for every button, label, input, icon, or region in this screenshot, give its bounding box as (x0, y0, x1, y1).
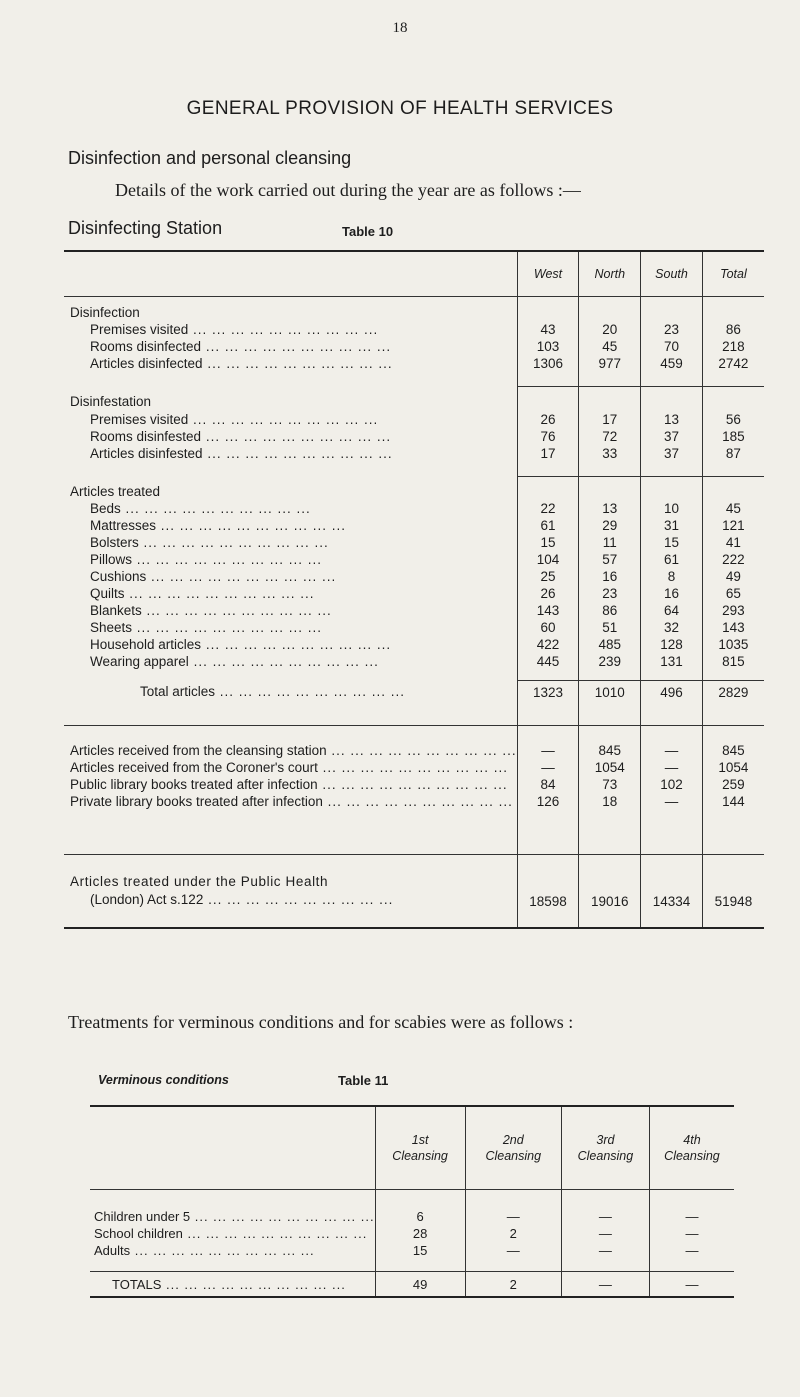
table10-row (64, 338, 764, 355)
table10-label: Disinfecting Station (68, 218, 223, 238)
row-value: 102 (641, 776, 703, 793)
table10-group-title-row (64, 297, 764, 322)
row-value: 1306 (517, 355, 579, 372)
row-value: 18 (579, 793, 641, 810)
row-value: 26 (517, 411, 579, 428)
table-spacer-row (64, 462, 764, 477)
row-value: — (641, 759, 703, 776)
row-label: Premises visited ... . (64, 321, 517, 338)
spacer-cell (375, 1259, 465, 1272)
table10-row (64, 585, 764, 602)
section-title: Disinfection and personal cleansing (68, 148, 352, 168)
spacer-cell (579, 703, 641, 726)
spacer-cell (579, 855, 641, 872)
spacer-cell (702, 810, 764, 855)
spacer-cell (702, 703, 764, 726)
row-value: — (561, 1242, 649, 1259)
row-label: Beds ... . (64, 500, 517, 517)
row-value: 31 (641, 517, 703, 534)
table10-row (64, 653, 764, 670)
spacer-cell (702, 462, 764, 477)
spacer-cell (64, 726, 517, 743)
act-row-value: 18598 (517, 871, 579, 911)
row-value: 126 (517, 793, 579, 810)
spacer-cell (64, 372, 517, 387)
row-value: 61 (517, 517, 579, 534)
row-value: 143 (517, 602, 579, 619)
row-value: 61 (641, 551, 703, 568)
table11-row (90, 1208, 734, 1225)
row-label: School children ... . (90, 1225, 375, 1242)
row-value: 121 (702, 517, 764, 534)
act-label-line2: (London) Act s.122 ... . (70, 891, 517, 909)
table11-label: Verminous conditions (98, 1073, 229, 1087)
spacer-cell (579, 462, 641, 477)
row-value: 845 (579, 742, 641, 759)
table10-row (64, 355, 764, 372)
page-number: 18 (392, 20, 408, 36)
spacer-cell (641, 670, 703, 681)
row-value: 73 (579, 776, 641, 793)
row-value: 185 (702, 428, 764, 445)
row-label: Articles received from the Coroner's court ... . (64, 759, 517, 776)
spacer-cell (375, 1190, 465, 1209)
row-value: 45 (579, 338, 641, 355)
row-value: 13 (579, 500, 641, 517)
row-label: Rooms disinfested ... . (64, 428, 517, 445)
row-value: — (641, 793, 703, 810)
group-title-blank (702, 476, 764, 500)
row-value: 15 (517, 534, 579, 551)
row-label: Quilts ... . (64, 585, 517, 602)
spacer-cell (649, 1190, 734, 1209)
table10-col-header: South (641, 251, 703, 297)
row-value: 422 (517, 636, 579, 653)
spacer-cell (465, 1190, 561, 1209)
row-label: Adults ... . (90, 1242, 375, 1259)
table11-col-header: 2nd Cleansing (465, 1106, 561, 1190)
row-value: 22 (517, 500, 579, 517)
table10-row (64, 759, 764, 776)
spacer-cell (579, 726, 641, 743)
spacer-cell (64, 911, 517, 928)
row-label: Rooms disinfected ... . (64, 338, 517, 355)
row-value: 25 (517, 568, 579, 585)
row-value: 60 (517, 619, 579, 636)
table10-row (64, 636, 764, 653)
row-value: 64 (641, 602, 703, 619)
group-title-blank (641, 297, 703, 322)
row-value: 128 (641, 636, 703, 653)
row-value: 87 (702, 445, 764, 462)
row-value: 37 (641, 445, 703, 462)
table-spacer-row (64, 855, 764, 872)
row-label: Total articles ... . (64, 681, 517, 704)
spacer-cell (579, 810, 641, 855)
row-value: 76 (517, 428, 579, 445)
row-value: 17 (579, 411, 641, 428)
row-value: — (465, 1242, 561, 1259)
row-value: 222 (702, 551, 764, 568)
row-value: 8 (641, 568, 703, 585)
row-value: 11 (579, 534, 641, 551)
spacer-cell (517, 911, 579, 928)
group-title-blank (517, 387, 579, 411)
act-row-value: 14334 (641, 871, 703, 911)
row-value: 496 (641, 681, 703, 704)
table10-col-header: Total (702, 251, 764, 297)
table10-row (64, 602, 764, 619)
row-value: — (561, 1225, 649, 1242)
spacer-cell (517, 810, 579, 855)
table10-group-title-row (64, 387, 764, 411)
row-value: 6 (375, 1208, 465, 1225)
row-value: 2742 (702, 355, 764, 372)
group-title-blank (702, 297, 764, 322)
spacer-cell (641, 810, 703, 855)
table-spacer-row (64, 703, 764, 726)
row-label: Blankets ... . (64, 602, 517, 619)
group-title-blank (517, 476, 579, 500)
table10-row (64, 776, 764, 793)
row-label: Children under 5 ... . (90, 1208, 375, 1225)
table11 (90, 1105, 734, 1298)
row-value: 84 (517, 776, 579, 793)
table11-col-header: 4th Cleansing (649, 1106, 734, 1190)
row-value: — (517, 759, 579, 776)
table10-row (64, 681, 764, 704)
spacer-cell (702, 855, 764, 872)
row-value: 815 (702, 653, 764, 670)
table10-row (64, 551, 764, 568)
row-value: 2 (465, 1225, 561, 1242)
spacer-cell (702, 372, 764, 387)
spacer-cell (641, 911, 703, 928)
row-value: 37 (641, 428, 703, 445)
table-spacer-row (90, 1190, 734, 1209)
spacer-cell (64, 855, 517, 872)
totals-value: — (649, 1272, 734, 1298)
table11-col-header: 3rd Cleansing (561, 1106, 649, 1190)
spacer-cell (641, 462, 703, 477)
totals-label: TOTALS ... . (90, 1272, 375, 1298)
row-value: 72 (579, 428, 641, 445)
spacer-cell (90, 1259, 375, 1272)
table10-row (64, 428, 764, 445)
group-title-blank (579, 297, 641, 322)
spacer-cell (641, 703, 703, 726)
table11-row (90, 1242, 734, 1259)
spacer-cell (702, 911, 764, 928)
table10-col-header: West (517, 251, 579, 297)
row-label: Household articles ... . (64, 636, 517, 653)
row-value: 10 (641, 500, 703, 517)
row-value: — (517, 742, 579, 759)
totals-value: 49 (375, 1272, 465, 1298)
spacer-cell (561, 1190, 649, 1209)
row-value: 16 (641, 585, 703, 602)
row-value: 104 (517, 551, 579, 568)
table10-row (64, 411, 764, 428)
row-value: 56 (702, 411, 764, 428)
spacer-cell (517, 670, 579, 681)
group-title-blank (702, 387, 764, 411)
table11-caption: Table 11 (338, 1073, 389, 1088)
row-label: Sheets ... . (64, 619, 517, 636)
table-spacer-row (64, 810, 764, 855)
spacer-cell (702, 670, 764, 681)
totals-value: 2 (465, 1272, 561, 1298)
row-value: 103 (517, 338, 579, 355)
row-value: 259 (702, 776, 764, 793)
group-title-blank (579, 387, 641, 411)
spacer-cell (517, 855, 579, 872)
row-value: 57 (579, 551, 641, 568)
row-value: 86 (702, 321, 764, 338)
row-value: 43 (517, 321, 579, 338)
row-value: 459 (641, 355, 703, 372)
row-label: Articles disinfected ... . (64, 355, 517, 372)
row-value: 1054 (579, 759, 641, 776)
row-value: 15 (375, 1242, 465, 1259)
row-label: Bolsters ... . (64, 534, 517, 551)
row-value: 20 (579, 321, 641, 338)
row-label: Pillows ... . (64, 551, 517, 568)
row-value: 70 (641, 338, 703, 355)
table11-totals-row (90, 1272, 734, 1298)
table-spacer-row (90, 1259, 734, 1272)
group-title: Articles treated (70, 483, 161, 499)
spacer-cell (90, 1190, 375, 1209)
row-value: 1323 (517, 681, 579, 704)
row-value: 28 (375, 1225, 465, 1242)
row-label: Public library books treated after infection ... . (64, 776, 517, 793)
spacer-cell (641, 372, 703, 387)
row-value: — (649, 1242, 734, 1259)
row-value: 23 (641, 321, 703, 338)
row-label: Premises visited ... . (64, 411, 517, 428)
row-value: 49 (702, 568, 764, 585)
row-value: 239 (579, 653, 641, 670)
table10-row (64, 793, 764, 810)
row-label: Private library books treated after infection ... . (64, 793, 517, 810)
act-row-value: 19016 (579, 871, 641, 911)
act-row-label (64, 871, 517, 911)
spacer-cell (579, 911, 641, 928)
row-value: — (641, 742, 703, 759)
row-value: 2829 (702, 681, 764, 704)
row-value: 26 (517, 585, 579, 602)
row-value: — (561, 1208, 649, 1225)
spacer-cell (517, 372, 579, 387)
row-value: 41 (702, 534, 764, 551)
spacer-cell (517, 462, 579, 477)
table10-row (64, 742, 764, 759)
act-row-value: 51948 (702, 871, 764, 911)
row-value: 845 (702, 742, 764, 759)
spacer-cell (702, 726, 764, 743)
group-title-blank (641, 387, 703, 411)
row-value: — (465, 1208, 561, 1225)
row-value: 15 (641, 534, 703, 551)
table10 (64, 250, 764, 929)
spacer-cell (649, 1259, 734, 1272)
table10-col-header: North (579, 251, 641, 297)
table11-header-row (90, 1106, 734, 1190)
table10-header-row (64, 251, 764, 297)
spacer-cell (64, 703, 517, 726)
table10-row (64, 534, 764, 551)
spacer-cell (561, 1259, 649, 1272)
spacer-cell (579, 372, 641, 387)
row-value: 29 (579, 517, 641, 534)
group-title-blank (579, 476, 641, 500)
row-value: 485 (579, 636, 641, 653)
row-value: 144 (702, 793, 764, 810)
table10-row (64, 321, 764, 338)
row-label: Cushions ... . (64, 568, 517, 585)
row-value: 23 (579, 585, 641, 602)
table10-row (64, 568, 764, 585)
row-label: Mattresses ... . (64, 517, 517, 534)
row-value: 143 (702, 619, 764, 636)
table-spacer-row (64, 726, 764, 743)
spacer-cell (517, 726, 579, 743)
row-value: 1035 (702, 636, 764, 653)
row-value: 1010 (579, 681, 641, 704)
table11-row (90, 1225, 734, 1242)
row-value: 51 (579, 619, 641, 636)
table-spacer-row (64, 670, 764, 681)
row-label: Articles disinfested ... . (64, 445, 517, 462)
treatments-text: Treatments for verminous conditions and for scabies were as follows : (68, 1012, 574, 1032)
spacer-cell (517, 703, 579, 726)
row-value: 65 (702, 585, 764, 602)
row-value: 16 (579, 568, 641, 585)
table10-row (64, 445, 764, 462)
row-value: 1054 (702, 759, 764, 776)
row-value: 293 (702, 602, 764, 619)
spacer-cell (579, 670, 641, 681)
table-spacer-row (64, 372, 764, 387)
row-value: — (649, 1225, 734, 1242)
row-label: Wearing apparel ... . (64, 653, 517, 670)
intro-text: Details of the work carried out during the year are as follows :— (115, 180, 581, 200)
row-value: 445 (517, 653, 579, 670)
group-title-blank (517, 297, 579, 322)
row-value: 45 (702, 500, 764, 517)
group-title: Disinfection (70, 304, 140, 320)
spacer-cell (641, 855, 703, 872)
row-value: 13 (641, 411, 703, 428)
row-value: 17 (517, 445, 579, 462)
table10-act-row (64, 871, 764, 911)
row-value: 977 (579, 355, 641, 372)
row-value: 131 (641, 653, 703, 670)
table11-col-header: 1st Cleansing (375, 1106, 465, 1190)
group-title: Disinfestation (70, 394, 152, 409)
table10-group-title-row (64, 476, 764, 500)
table-spacer-row (64, 911, 764, 928)
table10-row (64, 619, 764, 636)
row-label: Articles received from the cleansing station ... . (64, 742, 517, 759)
table10-row (64, 517, 764, 534)
spacer-cell (64, 670, 517, 681)
row-value: 86 (579, 602, 641, 619)
spacer-cell (64, 810, 517, 855)
table10-row (64, 500, 764, 517)
row-value: 33 (579, 445, 641, 462)
spacer-cell (465, 1259, 561, 1272)
row-value: 218 (702, 338, 764, 355)
row-value: — (649, 1208, 734, 1225)
row-value: 32 (641, 619, 703, 636)
page-heading: GENERAL PROVISION OF HEALTH SERVICES (186, 98, 614, 119)
table10-caption: Table 10 (342, 224, 394, 239)
totals-value: — (561, 1272, 649, 1298)
act-label-line1: Articles treated under the Public Health (70, 874, 329, 889)
spacer-cell (641, 726, 703, 743)
group-title-blank (641, 476, 703, 500)
spacer-cell (64, 462, 517, 477)
